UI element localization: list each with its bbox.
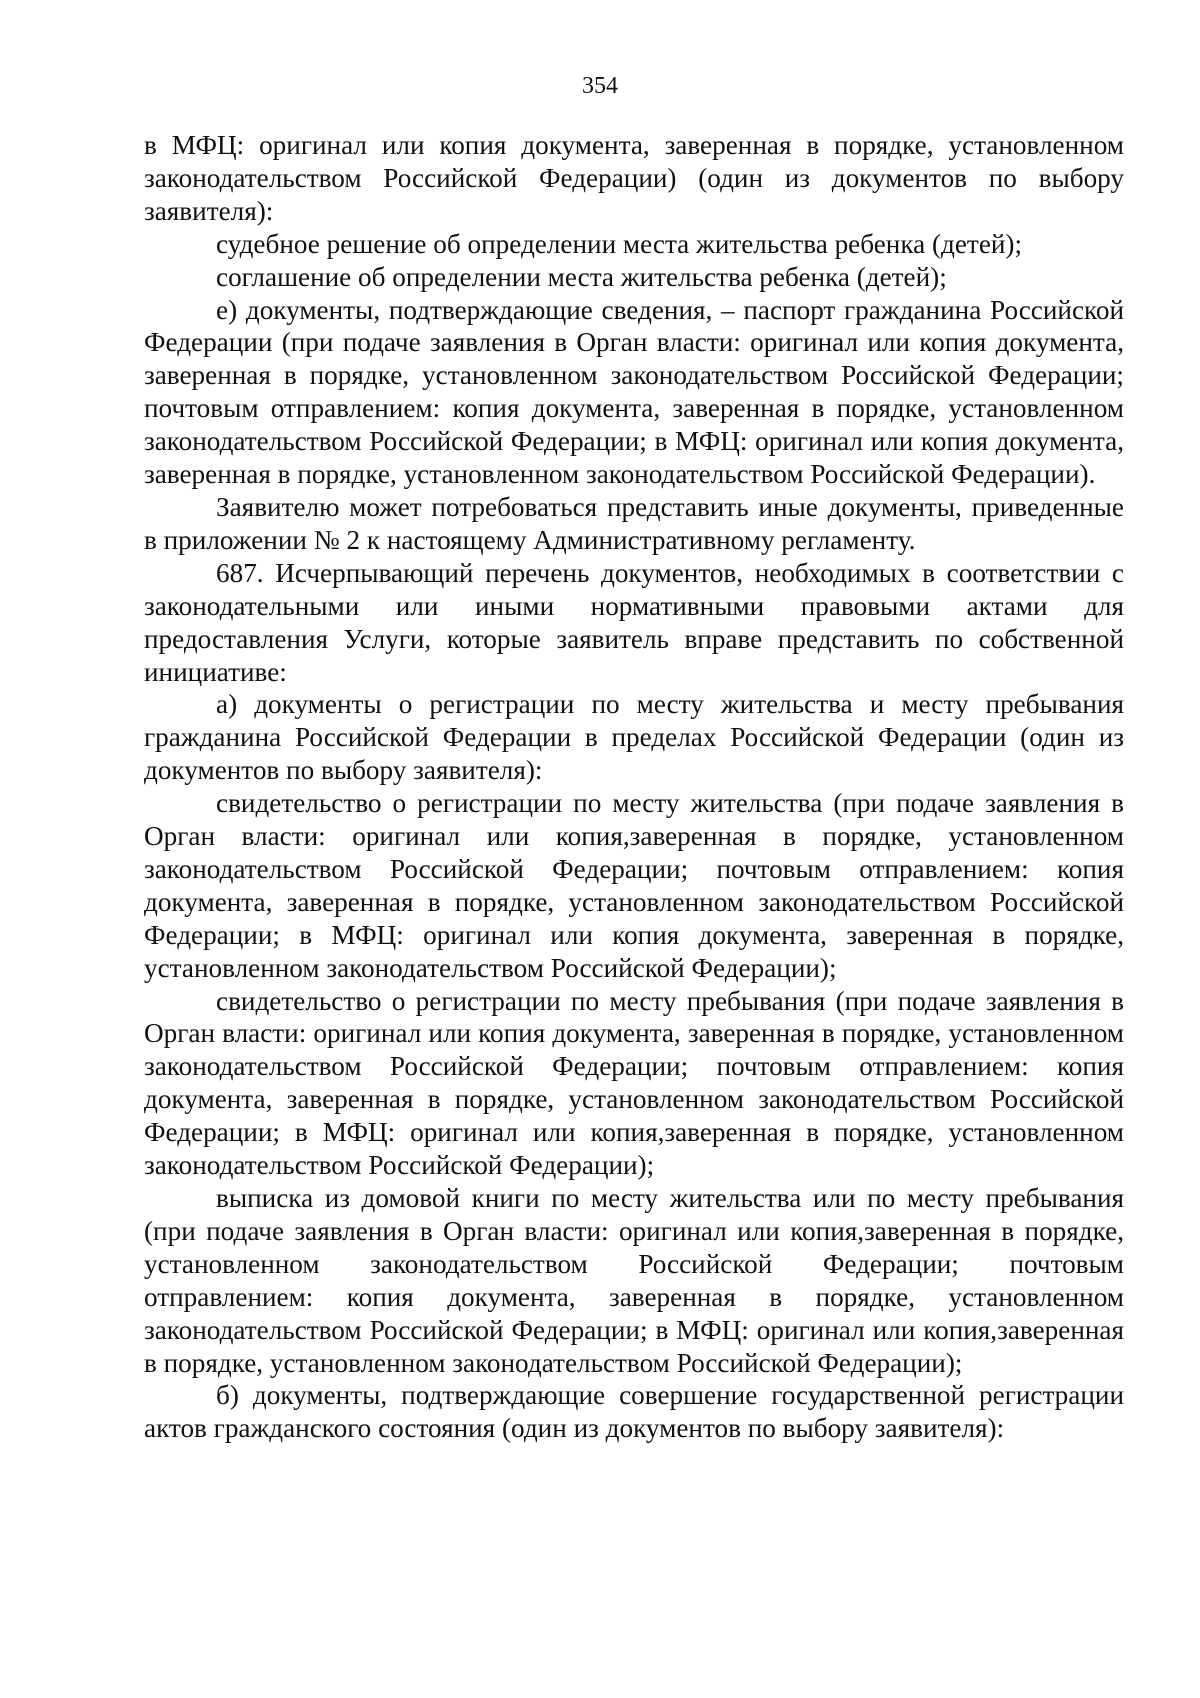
paragraph-residence-certificate: свидетельство о регистрации по месту жительства (при подаче заявления в Орган власти: оригинал или копия,заверенная в порядке, установленном законодательством Российской Федерации; почтовым отправлением: копия документа, заверенная в порядке, установленном законодательством Российской Федерации; в МФЦ: оригинал или копия документа, заверенная в порядке, установленном законодательством Российской Федерации);: [144, 788, 1124, 983]
document-body: [144, 129, 1124, 1445]
paragraph-continuation: в МФЦ: оригинал или копия документа, заверенная в порядке, установленном законодательством Российской Федерации) (один из документов по выбору заявителя):: [144, 130, 1124, 226]
paragraph-stay-certificate: свидетельство о регистрации по месту пребывания (при подаче заявления в Орган власти: оригинал или копия документа, заверенная в порядке, установленном законодательством Российской Федерации; почтовым отправлением: копия документа, заверенная в порядке, установленном законодательством Российской Федерации; в МФЦ: оригинал или копия,заверенная в порядке, установленном законодательством Российской Федерации);: [144, 985, 1124, 1181]
page-number: 354: [582, 73, 618, 99]
paragraph-other-documents: Заявителю может потребоваться представить иные документы, приведенные в приложении № 2 к настоящему Административному регламенту.: [144, 491, 1124, 555]
paragraph-item-a: а) документы о регистрации по месту жительства и месту пребывания гражданина Российской Федерации в пределах Российской Федерации (один из документов по выбору заявителя):: [144, 689, 1124, 786]
paragraph-item-b: б) документы, подтверждающие совершение государственной регистрации актов гражданского состояния (один из документов по выбору заявителя):: [144, 1380, 1124, 1444]
paragraph-house-book-extract: выписка из домовой книги по месту жительства или по месту пребывания (при подаче заявления в Орган власти: оригинал или копия,заверенная в порядке, установленном законодательством Российской Федерации; почтовым отправлением: копия документа, заверенная в порядке, установленном законодательством Российской Федерации; в МФЦ: оригинал или копия,заверенная в порядке, установленном законодательством Российской Федерации);: [144, 1183, 1124, 1378]
paragraph-court-decision: судебное решение об определении места жительства ребенка (детей);: [216, 228, 1023, 259]
paragraph-687: 687. Исчерпывающий перечень документов, необходимых в соответствии с законодательными или иными нормативными правовыми актами для предоставления Услуги, которые заявитель вправе представить по собственной инициативе:: [144, 557, 1124, 687]
paragraph-agreement: соглашение об определении места жительства ребенка (детей);: [216, 261, 947, 292]
paragraph-item-e: е) документы, подтверждающие сведения, – паспорт гражданина Российской Федерации (при подаче заявления в Орган власти: оригинал или копия документа, заверенная в порядке, установленном законодательством Российской Федерации; почтовым отправлением: копия документа, заверенная в порядке, установленном законодательством Российской Федерации; в МФЦ: оригинал или копия документа, заверенная в порядке, установленном законодательством Российской Федерации).: [144, 294, 1124, 490]
